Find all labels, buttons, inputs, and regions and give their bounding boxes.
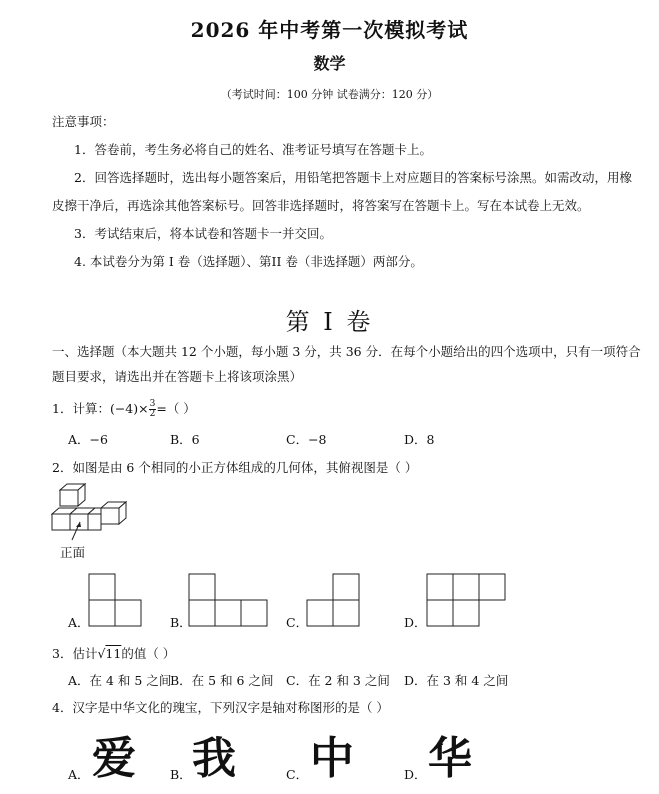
question-3-option-d[interactable]: D．在 3 和 4 之间 — [404, 673, 509, 688]
top-view-option-b — [188, 573, 268, 627]
question-4-option-d[interactable]: D． — [404, 767, 427, 782]
question-1-option-b[interactable]: B．6 — [170, 432, 200, 447]
top-view-option-c — [306, 573, 360, 627]
question-4-stem: 4．汉字是中华文化的瑰宝，下列汉字是轴对称图形的是（ ） — [52, 700, 389, 715]
section-1-intro-line-1: 一、选择题（本大题共 12 个小题，每小题 3 分，共 36 分．在每个小题给出的四个选项中，只有一项符合 — [52, 344, 641, 359]
question-4-char-b: 我 — [192, 733, 236, 784]
question-2-option-c[interactable]: C． — [286, 615, 309, 630]
notice-item-1: 1．答卷前，考生务必将自己的姓名、准考证号填写在答题卡上。 — [74, 142, 432, 157]
cube-figure — [50, 482, 130, 542]
question-4-option-c[interactable]: C． — [286, 767, 309, 782]
question-1-expression: (−4)× — [109, 401, 149, 416]
section-1-intro-line-2: 题目要求，请选出并在答题卡上将该项涂黑） — [52, 369, 303, 384]
front-label: 正面 — [60, 545, 86, 560]
question-4-char-a: 爱 — [92, 733, 136, 784]
subject-title: 数学 — [313, 54, 346, 73]
top-view-option-d — [426, 573, 506, 627]
question-4-char-c: 中 — [310, 733, 354, 784]
question-4-option-b[interactable]: B． — [170, 767, 192, 782]
question-3-suffix: 的值（ ） — [121, 646, 176, 661]
question-2-option-b[interactable]: B． — [170, 615, 192, 630]
question-1-option-a[interactable]: A．−6 — [68, 432, 108, 447]
fraction-numerator: 3 — [149, 399, 156, 409]
notice-item-4: 4. 本试卷分为第 I 卷（选择题）、第II 卷（非选择题）两部分。 — [74, 254, 423, 269]
question-4-char-d: 华 — [428, 733, 472, 784]
question-1-option-d[interactable]: D．8 — [404, 432, 435, 447]
exam-info: （考试时间：100 分钟 试卷满分：120 分） — [220, 88, 439, 101]
notice-item-2-line-1: 2．回答选择题时，选出每小题答案后，用铅笔把答题卡上对应题目的答案标号涂黑。如需改动，用橡 — [74, 170, 632, 185]
question-2-option-a[interactable]: A． — [68, 615, 90, 630]
fraction-denominator: 2 — [149, 409, 156, 419]
question-1-expression-right: =（ ） — [156, 401, 196, 416]
question-2-option-d[interactable]: D． — [404, 615, 427, 630]
volume-title: 第 I 卷 — [285, 308, 374, 336]
notice-heading: 注意事项： — [52, 114, 115, 129]
notice-item-3: 3．考试结束后，将本试卷和答题卡一并交回。 — [74, 226, 332, 241]
sqrt-radicand: 11 — [105, 646, 122, 661]
sqrt-sign: √ — [97, 646, 106, 661]
question-2-stem: 2．如图是由 6 个相同的小正方体组成的几何体，其俯视图是（ ） — [52, 460, 418, 475]
question-3-option-b[interactable]: B．在 5 和 6 之间 — [170, 673, 274, 688]
top-view-option-a — [88, 573, 142, 627]
question-3-stem — [52, 644, 175, 662]
question-1-option-c[interactable]: C．−8 — [286, 432, 327, 447]
question-3-prefix: 3．估计 — [52, 646, 98, 661]
notice-item-2-line-2: 皮擦干净后，再选涂其他答案标号。回答非选择题时，将答案写在答题卡上。写在本试卷上无效。 — [52, 198, 590, 213]
question-1-stem — [52, 399, 196, 419]
question-1-prefix: 1．计算： — [52, 401, 110, 416]
question-3-option-a[interactable]: A．在 4 和 5 之间 — [68, 673, 172, 688]
question-4-option-a[interactable]: A． — [68, 767, 90, 782]
question-3-option-c[interactable]: C．在 2 和 3 之间 — [286, 673, 390, 688]
exam-title: 2026 年中考第一次模拟考试 — [190, 18, 469, 42]
